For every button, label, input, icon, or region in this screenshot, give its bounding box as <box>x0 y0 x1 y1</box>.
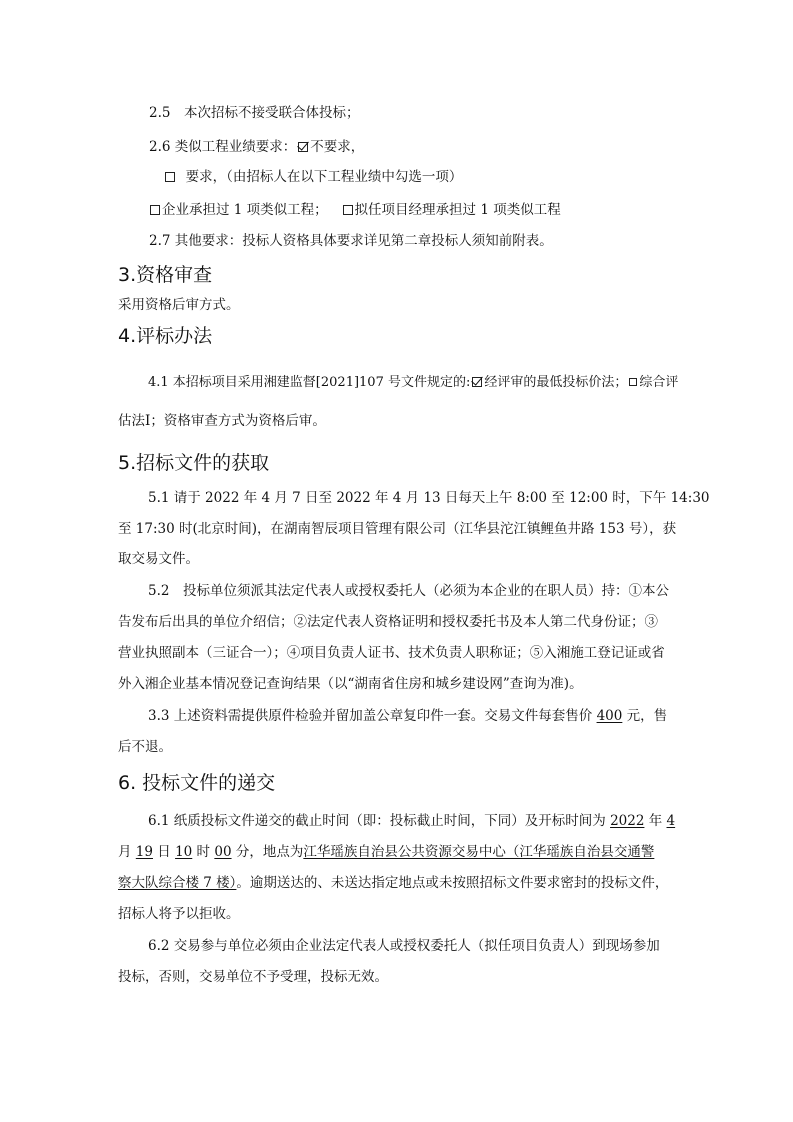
clause-6-1-line1: 6.1 纸质投标文件递交的截止时间（即：投标截止时间，下同）及开标时间为 2022 年 4 <box>148 813 676 829</box>
deadline-month: 4 <box>666 813 676 829</box>
clause-5-2-line1: 5.2 投标单位须派其法定代表人或授权委托人（必须为本企业的在职人员）持：①本公 <box>148 583 669 599</box>
clause-5-2-line4: 外入湘企业基本情况登记查询结果（以“湖南省住房和城乡建设网”查询为准)。 <box>118 676 583 692</box>
clause-2-6: 2.6 类似工程业绩要求： 不要求， <box>149 139 365 155</box>
section-6-heading: 6. 投标文件的递交 <box>118 772 276 794</box>
clause-6-1-line4: 招标人将予以拒收。 <box>118 906 240 922</box>
section-5-heading: 5.招标文件的获取 <box>118 452 270 474</box>
clause-6-2-line2: 投标，否则，交易单位不予受理，投标无效。 <box>118 969 388 985</box>
clause-5-1-line2: 至 17:30 时(北京时间)，在湖南智辰项目管理有限公司（江华县沱江镇鲤鱼井路 153 号），获 <box>118 521 677 537</box>
checkbox-comprehensive[interactable] <box>629 378 637 386</box>
clause-5-3-line2: 后不退。 <box>118 739 172 755</box>
checkbox-not-required[interactable] <box>298 142 308 152</box>
clause-4-1-cont: 估法Ⅰ；资格审查方式为资格后审。 <box>118 413 326 429</box>
clause-5-2-line3: 营业执照副本（三证合一）；④项目负责人证书、技术负责人职称证；⑤入湘施工登记证或省 <box>118 645 665 661</box>
clause-2-5: 2.5 本次招标不接受联合体投标； <box>149 105 360 121</box>
venue-location-cont: 察大队综合楼 7 楼） <box>118 875 237 891</box>
clause-6-1-line3: 察大队综合楼 7 楼）。逾期送达的、未送达指定地点或未按照招标文件要求密封的投标文件， <box>118 875 669 891</box>
clause-5-1-line1: 5.1 请于 2022 年 4 月 7 日至 2022 年 4 月 13 日每天上午 8:00 至 12:00 时，下午 14:30 <box>148 490 710 506</box>
checkbox-manager-experience[interactable] <box>343 205 353 215</box>
checkbox-required[interactable] <box>165 172 175 182</box>
clause-4-1: 4.1 本招标项目采用湘建监督[2021]107 号文件规定的: 经评审的最低投标价法； 综合评 <box>148 375 679 390</box>
deadline-minute: 00 <box>214 844 232 860</box>
clause-5-3-line1: 3.3 上述资料需提供原件检验并留加盖公章复印件一套。交易文件每套售价 400 元，售 <box>148 708 668 724</box>
deadline-year: 2022 <box>610 813 645 829</box>
venue-location: 江华瑶族自治县公共资源交易中心（江华瑶族自治县交通警 <box>303 844 655 860</box>
deadline-hour: 10 <box>175 844 193 860</box>
clause-6-2-line1: 6.2 交易参与单位必须由企业法定代表人或授权委托人（拟任项目负责人）到现场参加 <box>148 938 660 954</box>
clause-2-7: 2.7 其他要求：投标人资格具体要求详见第二章投标人须知前附表。 <box>149 233 553 249</box>
clause-5-2-line2: 告发布后出具的单位介绍信；②法定代表人资格证明和授权委托书及本人第二代身份证；③ <box>118 614 658 630</box>
section-3-text: 采用资格后审方式。 <box>118 297 240 313</box>
section-4-heading: 4.评标办法 <box>118 325 213 347</box>
checkbox-company-experience[interactable] <box>150 205 160 215</box>
checkbox-lowest-price[interactable] <box>472 377 482 387</box>
clause-2-6-required: 要求，（由招标人在以下工程业绩中勾选一项） <box>163 168 462 186</box>
deadline-day: 19 <box>135 844 153 860</box>
document-price: 400 <box>596 708 623 724</box>
clause-5-1-line3: 取交易文件。 <box>118 551 199 567</box>
clause-2-6-options: 企业承担过 1 项类似工程； 拟任项目经理承担过 1 项类似工程 <box>148 201 561 219</box>
section-3-heading: 3.资格审查 <box>118 264 213 286</box>
clause-6-1-line2: 月 19 日 10 时 00 分，地点为江华瑶族自治县公共资源交易中心（江华瑶族自治县交通警 <box>118 844 655 860</box>
